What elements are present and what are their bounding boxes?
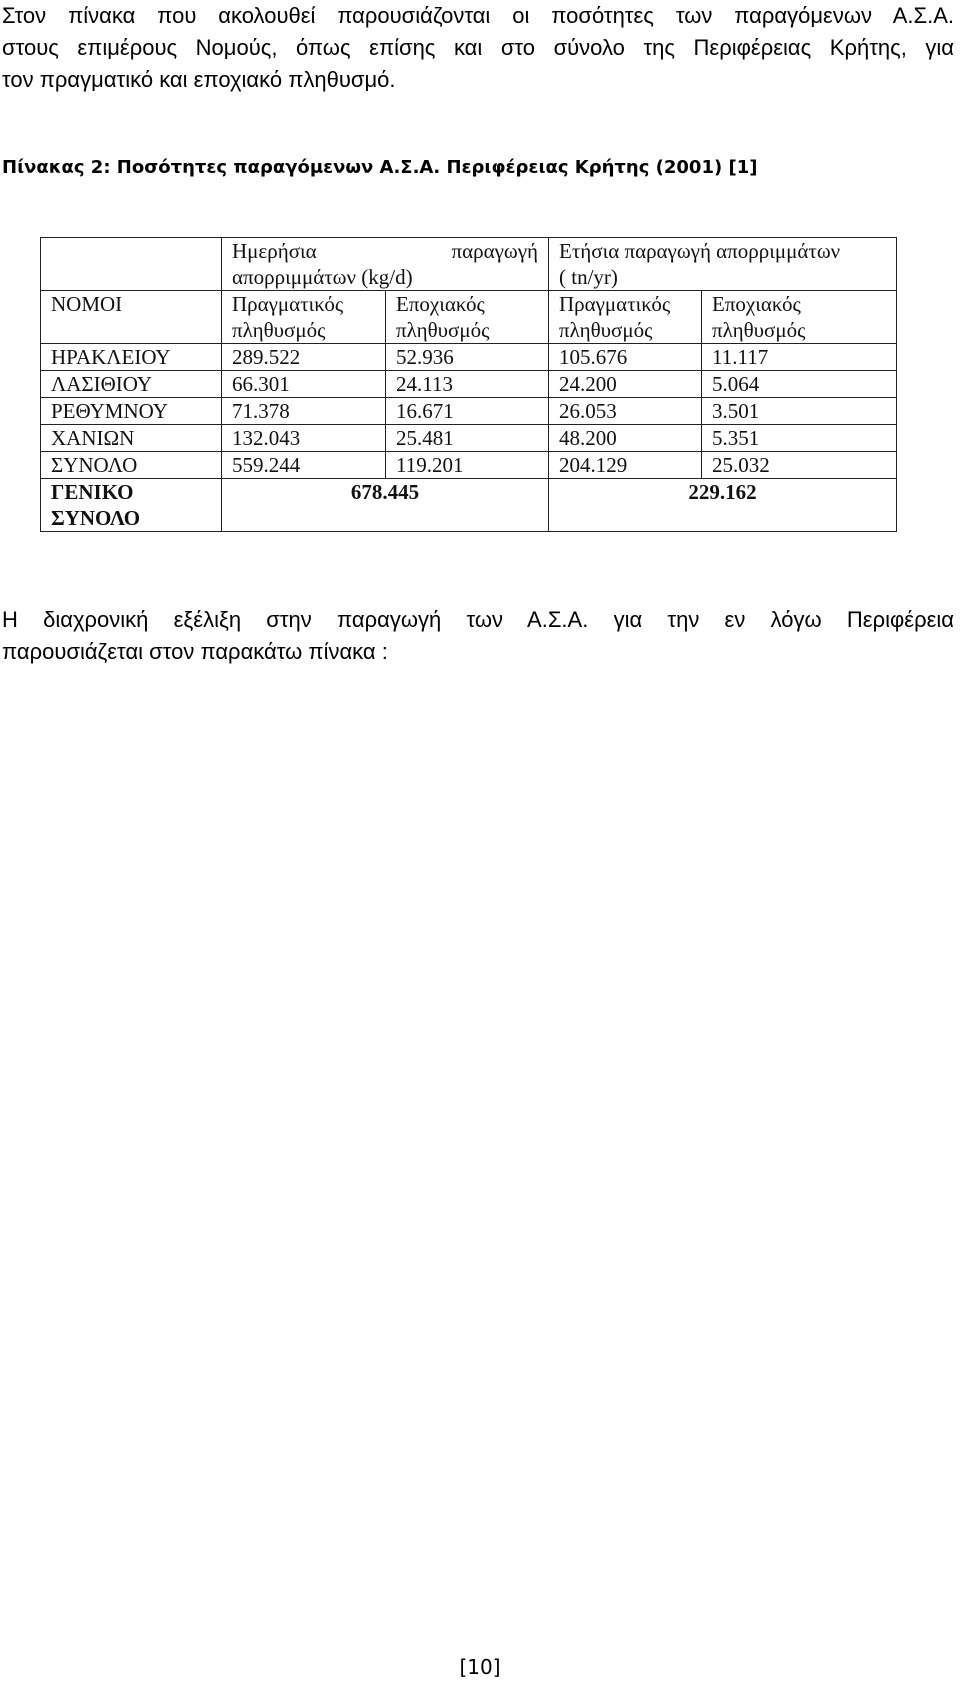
outro-line-2: παρουσιάζεται στον παρακάτω πίνακα : xyxy=(2,639,388,664)
row-daily-seasonal: 16.671 xyxy=(386,398,549,425)
daily-real-pop-header: Πραγματικός πληθυσμός xyxy=(222,291,386,344)
row-annual-real: 48.200 xyxy=(549,425,702,452)
row-daily-real: 132.043 xyxy=(222,425,386,452)
grand-total-annual: 229.162 xyxy=(549,479,897,532)
table-row xyxy=(41,344,897,371)
row-annual-seasonal: 25.032 xyxy=(702,452,897,479)
table-row xyxy=(41,371,897,398)
row-daily-real: 559.244 xyxy=(222,452,386,479)
grand-total-label-line-2: ΣΥΝΟΛΟ xyxy=(51,506,141,530)
row-daily-seasonal: 25.481 xyxy=(386,425,549,452)
row-daily-seasonal: 119.201 xyxy=(386,452,549,479)
row-annual-seasonal: 5.351 xyxy=(702,425,897,452)
intro-paragraph xyxy=(2,0,954,96)
intro-line-2: στους επιμέρους Νομούς, όπως επίσης και στο σύνολο της Περιφέρειας Κρήτης, για xyxy=(2,35,954,60)
row-name: ΛΑΣΙΘΙΟΥ xyxy=(41,371,222,398)
annual-real-pop-header: Πραγματικός πληθυσμός xyxy=(549,291,702,344)
page-number: [10] xyxy=(459,1655,501,1679)
row-annual-real: 105.676 xyxy=(549,344,702,371)
table-row xyxy=(41,398,897,425)
annual-seasonal-pop-header: Εποχιακός πληθυσμός xyxy=(702,291,897,344)
annual-production-header xyxy=(549,238,897,291)
row-annual-seasonal: 5.064 xyxy=(702,371,897,398)
row-annual-seasonal: 3.501 xyxy=(702,398,897,425)
row-name: ΧΑΝΙΩΝ xyxy=(41,425,222,452)
row-name: ΣΥΝΟΛΟ xyxy=(41,452,222,479)
table-row xyxy=(41,425,897,452)
row-annual-real: 24.200 xyxy=(549,371,702,398)
grand-total-row xyxy=(41,479,897,532)
row-annual-real: 204.129 xyxy=(549,452,702,479)
row-name: ΗΡΑΚΛΕΙΟΥ xyxy=(41,344,222,371)
row-annual-real: 26.053 xyxy=(549,398,702,425)
grand-total-daily: 678.445 xyxy=(222,479,549,532)
table-header-row-1 xyxy=(41,238,897,291)
daily-seasonal-pop-header: Εποχιακός πληθυσμός xyxy=(386,291,549,344)
table-row xyxy=(41,452,897,479)
waste-table-image xyxy=(40,237,896,532)
annual-header-unit: ( tn/yr) xyxy=(559,265,618,289)
row-daily-real: 289.522 xyxy=(222,344,386,371)
row-name: ΡΕΘΥΜΝΟΥ xyxy=(41,398,222,425)
row-daily-seasonal: 52.936 xyxy=(386,344,549,371)
daily-header-word-2: παραγωγή xyxy=(451,239,538,263)
table-caption: Πίνακας 2: Ποσότητες παραγόμενων Α.Σ.Α. Περιφέρειας Κρήτης (2001) [1] xyxy=(2,157,758,178)
grand-total-label-line-1: ΓΕΝΙΚΟ xyxy=(51,480,134,504)
row-daily-seasonal: 24.113 xyxy=(386,371,549,398)
outro-paragraph xyxy=(2,604,954,668)
outro-line-1: Η διαχρονική εξέλιξη στην παραγωγή των Α.Σ.Α. για την εν λόγω Περιφέρεια xyxy=(2,607,954,632)
annual-header-title: Ετήσια παραγωγή απορριμμάτων xyxy=(559,239,841,263)
grand-total-label xyxy=(41,479,222,532)
daily-production-header xyxy=(222,238,549,291)
header-empty-cell xyxy=(41,238,222,291)
row-daily-real: 66.301 xyxy=(222,371,386,398)
daily-header-word-1: Ημερήσια xyxy=(232,239,317,263)
table-header-row-2 xyxy=(41,291,897,344)
waste-production-table xyxy=(40,237,897,532)
intro-line-3: τον πραγματικό και εποχιακό πληθυσμό. xyxy=(2,67,396,92)
daily-header-unit: απορριμμάτων (kg/d) xyxy=(232,265,413,289)
row-annual-seasonal: 11.117 xyxy=(702,344,897,371)
row-daily-real: 71.378 xyxy=(222,398,386,425)
intro-line-1: Στον πίνακα που ακολουθεί παρουσιάζονται οι ποσότητες των παραγόμενων Α.Σ.Α. xyxy=(2,3,954,28)
nomoi-header: ΝΟΜΟΙ xyxy=(41,291,222,344)
